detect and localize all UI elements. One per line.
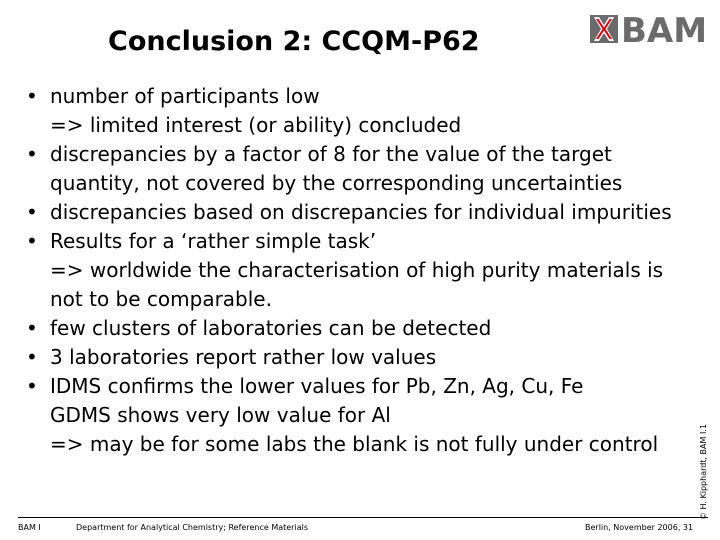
bullet-item xyxy=(26,343,706,372)
bullet-line: few clusters of laboratories can be detected xyxy=(50,316,492,340)
bullet-line: IDMS confirms the lower values for Pb, Zn, Ag, Cu, Fe xyxy=(50,374,584,398)
bullet-item xyxy=(26,227,706,314)
bullet-line: Results for a ‘rather simple task’ xyxy=(50,229,377,253)
bullet-line: quantity, not covered by the corresponding uncertainties xyxy=(50,171,623,195)
copyright-note: © H. Kipphardt, BAM I.1 xyxy=(699,424,708,520)
footer-division: BAM I xyxy=(18,523,41,532)
bullet-line: discrepancies by a factor of 8 for the value of the target xyxy=(50,142,612,166)
bullet-line: discrepancies based on discrepancies for individual impurities xyxy=(50,200,672,224)
bullet-line: number of participants low xyxy=(50,84,320,108)
bullet-dot: • xyxy=(26,316,38,340)
bullet-line: GDMS shows very low value for Al xyxy=(50,403,391,427)
bullet-dot: • xyxy=(26,200,38,224)
bullet-list xyxy=(26,82,706,459)
bullet-dot: • xyxy=(26,142,38,166)
bullet-item xyxy=(26,140,706,198)
slide-title: Conclusion 2: CCQM-P62 xyxy=(108,26,480,57)
bullet-dot: • xyxy=(26,345,38,369)
bullet-item xyxy=(26,314,706,343)
bam-logo xyxy=(590,11,716,51)
bullet-dot: • xyxy=(26,374,38,398)
bullet-line: => may be for some labs the blank is not fully under control xyxy=(50,432,659,456)
bam-x-logo-icon xyxy=(590,15,618,43)
bullet-dot: • xyxy=(26,229,38,253)
footer-date-page: Berlin, November 2006, 31 xyxy=(585,523,694,532)
bullet-line: not to be comparable. xyxy=(50,287,272,311)
bullet-dot: • xyxy=(26,84,38,108)
footer-divider xyxy=(18,517,708,518)
bullet-line: => limited interest (or ability) concluded xyxy=(50,113,462,137)
logo-text: BAM xyxy=(621,11,708,51)
footer-department: Department for Analytical Chemistry; Reference Materials xyxy=(76,523,308,532)
bullet-item xyxy=(26,198,706,227)
bullet-item xyxy=(26,372,706,459)
bullet-line: => worldwide the characterisation of high purity materials is xyxy=(50,258,664,282)
bullet-line: 3 laboratories report rather low values xyxy=(50,345,437,369)
bullet-item xyxy=(26,82,706,140)
